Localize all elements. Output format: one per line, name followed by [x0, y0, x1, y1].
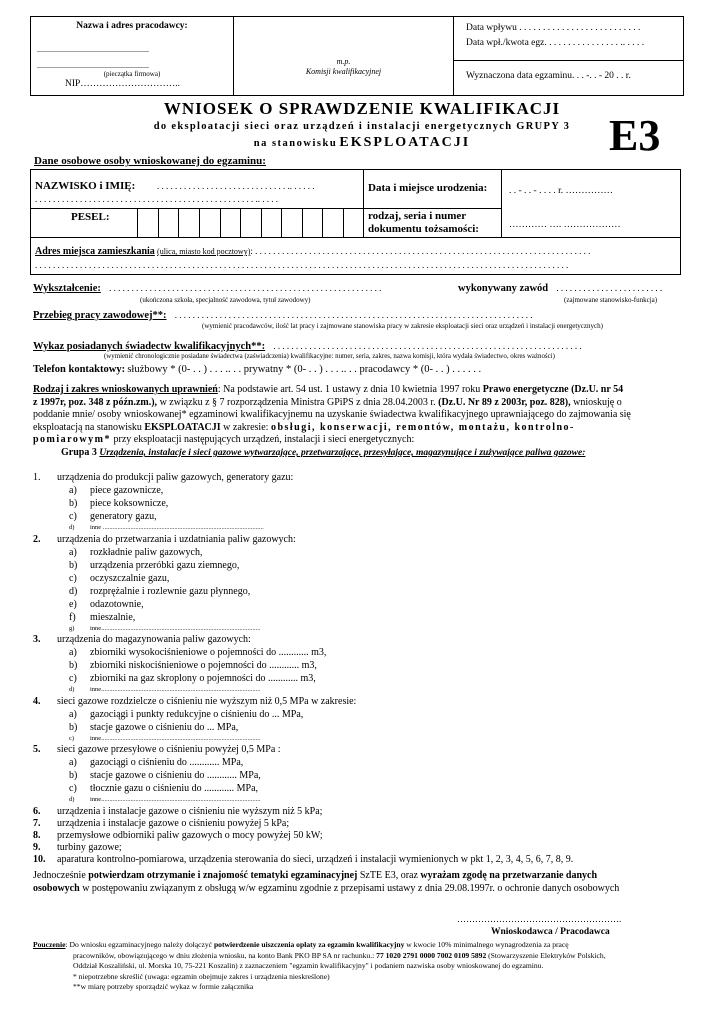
group-description: Urządzenia, instalacje i sieci gazowe wytwarzające, przetwarzające, przesyłające, magazynujące i zużywające paliwa gazowe:	[99, 447, 586, 458]
certs-label: Wykaz posiadanych świadectw kwalifikacyjnych**:	[33, 341, 266, 352]
scope-law-ref: Prawo energetyczne (Dz.U. nr 54	[482, 384, 624, 395]
notice-text-1: : Do wniosku egzaminacyjnego należy dołączyć	[65, 940, 214, 949]
name-field-line2[interactable]: . . . . . . . . . . . . . . . . . . . . . . . . . . . . . . . . . . . . . . . . . . . . . . . . . .. . . . .	[35, 194, 278, 204]
education-field[interactable]: . . . . . . . . . . . . . . . . . . . . . . . . . . . . . . . . . . . . . . . . . . . . . . . . . . . . . . . . . . . . .	[109, 283, 382, 293]
personal-data-table	[30, 169, 681, 275]
position-name: EKSPLOATACJI	[339, 135, 471, 150]
decl-consent: wyrażam zgodę na przetwarzanie danych	[420, 870, 598, 881]
address-label: Adres miejsca zamieszkania	[35, 246, 155, 257]
job-row	[458, 282, 662, 295]
notice-label: Pouczenie	[33, 940, 66, 949]
birth-field[interactable]: . . - . . - . . . . r. ……………	[509, 186, 613, 196]
scope-work-types-2[interactable]: pomiarowym*	[33, 434, 111, 446]
decl-text-2: SzTE E3, oraz	[357, 870, 421, 881]
bank-account: 77 1020 2791 0000 7002 0109 5892	[376, 950, 487, 960]
scope-text-1: : Na podstawie art. 54 ust. 1 ustawy z dnia 10 kwietnia 1997 roku	[217, 384, 483, 395]
employer-cell	[31, 17, 234, 95]
employer-line-2[interactable]: ........................................................	[37, 60, 149, 70]
signature-line[interactable]: ……………………………………………….	[457, 914, 622, 924]
decl-confirm: potwierdzam otrzymanie i znajomość tematyki egzaminacyjnej	[88, 870, 358, 881]
notice-text-2: w kwocie 10% minimalnego wynagrodzenia za pracę	[404, 940, 569, 949]
scope-law-ref-2: z 1997r, poz. 348 z późn.zm.),	[33, 396, 158, 408]
name-label: NAZWISKO i IMIĘ:	[35, 180, 136, 192]
form-code: E3	[609, 111, 661, 160]
birth-label: Data i miejsce urodzenia:	[368, 182, 488, 194]
dates-row	[454, 17, 683, 61]
footnote-double: **w miarę potrzeby sporządzić wykaz w formie załącznika	[73, 982, 254, 991]
office-use-cell	[454, 17, 683, 95]
form-subtitle: do eksploatacji sieci oraz urządzeń i instalacji energetycznych GRUPY 3	[153, 121, 571, 132]
phone-field[interactable]: służbowy * (0- . . ) . . . .. . . prywatny * (0- . . ) . . . .. . . pracodawcy * (0- . . ) . . . . . .	[127, 364, 482, 375]
nip-field[interactable]: NIP…………………………..	[65, 78, 181, 89]
career-row	[33, 309, 533, 322]
scope-title: Rodzaj i zakres wnioskowanych uprawnień	[33, 384, 218, 395]
career-field[interactable]: . . . . . . . . . . . . . . . . . . . . . . . . . . . . . . . . . . . . . . . . . . . . . . . . . . . . . . . . . . . . . . . . . . . . . . . . . . . . . . . .	[174, 310, 533, 320]
footer-notes	[33, 940, 691, 993]
decl-consent-2: osobowych	[33, 882, 80, 894]
declaration	[33, 870, 689, 895]
scope-text-2: w związku z § 7 rozporządzenia Ministra GPiPS z dnia 28.04.2003 r.	[157, 396, 439, 408]
commission-stamp-cell	[234, 17, 454, 95]
group-label: Grupa 3	[61, 446, 97, 458]
address-hint: (ulica, miasto kod pocztowy)	[157, 247, 251, 256]
scope-paragraph	[33, 384, 689, 460]
exam-date-field[interactable]: Wyznaczona data egzaminu. . . -. . - 20 . . r.	[466, 71, 631, 81]
education-hint: (ukończona szkoła, specjalność zawodowa, tytuł zawodowy)	[140, 296, 311, 304]
id-doc-label-line1: rodzaj, seria i numer	[368, 210, 467, 222]
name-field[interactable]: . . . . . . . . . . . . . . . . . . . . . . . . . . . . . .. . . . . .	[157, 181, 315, 191]
job-hint: (zajmowane stanowisko-funkcja)	[564, 296, 658, 304]
mp-label: m.p.	[336, 57, 351, 66]
pesel-input-cells[interactable]	[137, 208, 363, 237]
scope-text-5: eksploatacją na stanowisku	[33, 421, 145, 433]
notice-text-4: (Stowarzyszenie Elektryków Polskich,	[486, 950, 606, 960]
header-box	[30, 16, 684, 96]
stamp-note: (pieczątka firmowa)	[103, 69, 161, 78]
scope-position: EKSPLOATACJI	[144, 421, 221, 433]
job-field[interactable]: . . . . . . . . . . . . . . . . . . . . . . . .	[556, 283, 663, 293]
footnote-single: * niepotrzebne skreślić (uwaga: egzamin obejmuje zakres i urządzenia nieskreślone)	[73, 971, 330, 981]
employer-title: Nazwa i adres pracodawcy:	[76, 21, 188, 31]
career-label: Przebieg pracy zawodowej**:	[33, 310, 167, 321]
commission-label: Komisji kwalifikacyjnej	[305, 67, 382, 76]
education-row	[33, 282, 381, 295]
address-field-line2[interactable]: . . . . . . . . . . . . . . . . . . . . . . . . . . . . . . . . . . . . . . . . . . . . . . . . . . . . . . . . . . . . . . . . . . . . . . . . . . . . . . . . . . . . . . . . . . . . . . . . . . . . . . . . . . . . . . . . . . . . . . .	[35, 260, 569, 270]
notice-text-5: Oddział Koszaliński, ul. Morska 10, 75-221 Koszalin) z zaznaczeniem "egzamin kwalifikacyjny" i podaniem nazwiska osoby wnioskowanej do egzaminu.	[73, 961, 544, 970]
phone-row	[33, 363, 481, 376]
scope-work-types[interactable]: obsługi, konserwacji, remontów, montażu, kontrolno-	[270, 421, 575, 433]
career-hint: (wymienić pracodawców, ilość lat pracy i zajmowane stanowiska pracy w zakresie eksploatacji sieci oraz urządzeń i instalacji energetycznych)	[202, 322, 603, 330]
certs-row	[33, 340, 582, 353]
date-received-field[interactable]: Data wpływu . . . . . . . . . . . . . . . . . . . . . . . . . .	[466, 23, 641, 33]
address-row	[35, 246, 590, 259]
scope-text-7: przy eksploatacji następujących urządzeń, instalacji i sieci energetycznych:	[110, 434, 415, 446]
equipment-list: 1. urządzenia do produkcji paliw gazowych, generatory gazu: a) piece gazownicze, b) piece koksownicze, c) generatory gazu, d) inne ................................................................................................... 2. urządzenia do przetwarzania i uzdatniania paliw gazowych: a) rozkładnie paliw gazowych, b) urządzenia przeróbki gazu ziemnego, c) oczyszczalnie gazu, d) rozprężalnie i rozlewnie gazu płynnego, e) odazotownie, f) mieszalnie, g) inne.................................................................................................. 3. urządzenia do magazynowania paliw gazowych: a) zbiorniki wysokociśnieniowe o pojemności do ............ m3, b) zbiorniki niskociśnieniowe o pojemności do ............ m3, c) zbiorniki na gaz skroplony o pojemności do ............ m3, d) inne.................................................................................................. 4. sieci gazowe rozdzielcze o ciśnieniu nie wyższym niż 0,5 MPa w zakresie: a) gazociągi i punkty redukcyjne o ciśnieniu do ... MPa, b) stacje gazowe o ciśnieniu do ... MPa, c) inne.................................................................................................. 5. sieci gazowe przesyłowe o ciśnieniu powyżej 0,5 MPa : a) gazociągi o ciśnieniu do ............ MPa, b) stacje gazowe o ciśnieniu do ............ MPa, c) tłocznie gazu o ciśnieniu do ............ MPa, d) inne.................................................................................................. 6. urządzenia i instalacje gazowe o ciśnieniu nie wyższym niż 5 kPa; 7. urządzenia i instalacje gazowe o ciśnieniu powyżej 5 kPa; 8. przemysłowe odbiorniki paliw gazowych o mocy powyżej 50 kW; 9. turbiny gazowe; 10. aparatura kontrolno-pomiarowa, urządzenia sterowania do sieci, urządzeń i instalacji wymienionych w pkt 1, 2, 3, 4, 5, 6, 7, 8, 9.	[33, 472, 574, 865]
certs-field[interactable]: . . . . . . . . . . . . . . . . . . . . . . . . . . . . . . . . . . . . . . . . . . . . . . . . . . . . . . . . . . . . . . . . . . . . .	[273, 341, 582, 351]
id-doc-field[interactable]: ………… …. ………………	[509, 220, 621, 230]
decl-text-3: w postępowaniu związanym z obsługą w/w egzaminu zgodnie z przepisami ustawy z dnia 29.08.1997r. o ochronie danych osobowych	[79, 882, 620, 894]
scope-text-4: poddanie mnie/ osoby wnioskowanej* egzaminowi kwalifikacyjnemu na uzyskanie świadectwa kwalifikacyjnego uprawniającego do zajmowania się	[33, 409, 631, 421]
scope-text-3: wnioskuję o	[570, 396, 622, 408]
notice-text-3: pracowników, obowiązującego w dniu złożenia wniosku, na konto Bank PKO BP SA nr rachunku.:	[73, 950, 377, 960]
certs-hint: (wymienić chronologicznie posiadane świadectwa (zaświadczenia) kwalifikacyjne: numer, seria, zakres, nazwa komisji, która wydała świadectwo, okres ważności)	[104, 353, 555, 360]
notice-fee: potwierdzenie uiszczenia opłaty za egzamin kwalifikacyjny	[213, 940, 405, 949]
scope-text-6: w zakresie:	[220, 421, 271, 433]
education-label: Wykształcenie:	[33, 283, 101, 294]
position-prefix: na stanowisku	[253, 138, 338, 149]
date-paid-field[interactable]: Data wpł./kwota egz. . . . . . . . . . . . . . . . .. . . . .	[466, 37, 645, 48]
form-title: WNIOSEK O SPRAWDZENIE KWALIFIKACJI	[163, 99, 561, 118]
phone-label: Telefon kontaktowy:	[33, 364, 126, 375]
employer-line-1[interactable]: ........................................................	[37, 44, 149, 54]
id-doc-label-line2: dokumentu tożsamości:	[368, 223, 479, 236]
decl-text-1: Jednocześnie	[33, 870, 89, 881]
pesel-label: PESEL:	[71, 211, 110, 223]
scope-reg-ref: (Dz.U. Nr 89 z 2003r, poz. 828),	[438, 396, 571, 408]
personal-section-title: Dane osobowe osoby wnioskowanej do egzaminu:	[34, 155, 266, 167]
exam-date-row	[454, 61, 683, 95]
job-label: wykonywany zawód	[458, 283, 549, 294]
signature-label: Wnioskodawca / Pracodawca	[491, 927, 610, 937]
id-doc-label	[368, 210, 479, 236]
address-field[interactable]: : . . . . . . . . . . . . . . . . . . . . . . . . . . . . . . . . . . . . . . . . . . . . . . . . . . . . . . . . . . . . . . . . . . . . . . . . . . .	[250, 246, 591, 256]
